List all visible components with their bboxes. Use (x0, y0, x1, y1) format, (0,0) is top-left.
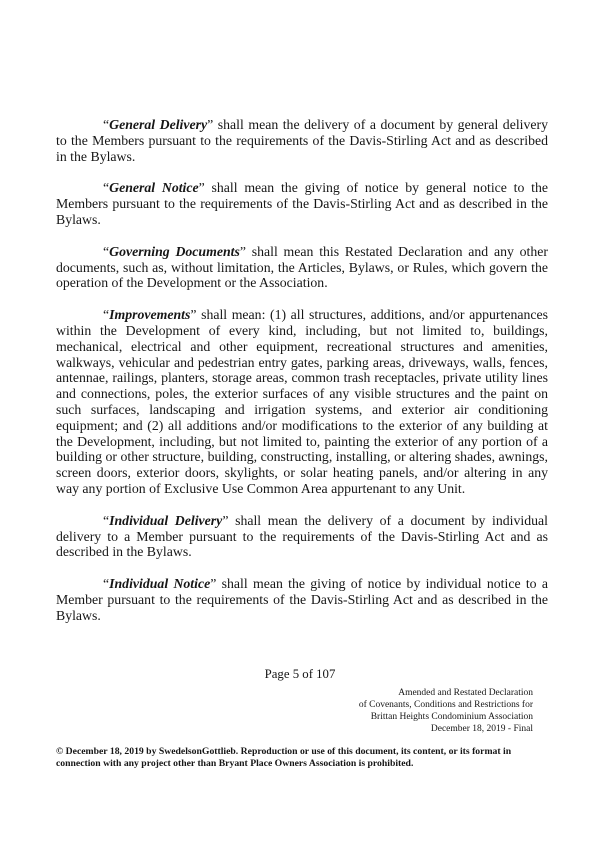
footer-title-line: of Covenants, Conditions and Restrictions for (358, 699, 533, 710)
footer-title-line: Amended and Restated Declaration (398, 688, 533, 698)
open-quote: “ (103, 576, 110, 592)
close-quote: ” (210, 576, 217, 592)
open-quote: “ (103, 307, 110, 323)
copyright-line: © December 18, 2019 by SwedelsonGottlieb. Reproduction or use of this document, its content, or its format in (56, 746, 512, 757)
footer-date-line: December 18, 2019 - Final (430, 723, 533, 734)
footer-title-line: Brittan Heights Condominium Association (370, 711, 533, 722)
open-quote: “ (103, 117, 110, 132)
definition-paragraph (56, 307, 548, 497)
definition-paragraph (56, 576, 548, 623)
close-quote: ” (239, 243, 246, 259)
defined-term: Governing Documents (109, 243, 240, 259)
definition-paragraph (56, 180, 548, 227)
document-title-footer (359, 688, 533, 736)
definition-paragraph (56, 244, 548, 291)
definition-text: shall mean the giving of notice by individual notice to a Member pursuant to the requirements of the Davis-Stirling Act and as described in the Bylaws. (56, 576, 548, 623)
defined-term: General Notice (109, 180, 199, 196)
definition-paragraph (56, 117, 548, 164)
definition-text: shall mean the giving of notice by general notice to the Members pursuant to the requirements of the Davis-Stirling Act and as described in the Bylaws. (56, 180, 548, 227)
definition-text: shall mean the delivery of a document by general delivery to the Members pursuant to the requirements of the Davis-Stirling Act and as described in the Bylaws. (56, 117, 548, 164)
close-quote: ” (222, 512, 229, 528)
close-quote: ” (190, 307, 197, 323)
page-number: Page 5 of 107 (264, 667, 336, 681)
defined-term: Individual Notice (109, 576, 211, 592)
defined-term: Improvements (109, 307, 191, 323)
open-quote: “ (103, 180, 110, 196)
defined-term: Individual Delivery (109, 512, 223, 528)
definition-paragraph (56, 513, 548, 560)
copyright-notice (56, 746, 511, 770)
close-quote: ” (198, 180, 205, 196)
close-quote: ” (207, 117, 214, 132)
copyright-line: connection with any project other than Bryant Place Owners Association is prohibited. (56, 758, 414, 769)
defined-term: General Delivery (109, 117, 208, 132)
definition-text: shall mean this Restated Declaration and any other documents, such as, without limitation, the Articles, Bylaws, or Rules, which govern the operation of the Development or the Association. (56, 243, 548, 291)
definition-text: shall mean: (1) all structures, additions, and/or appurtenances within the Development of every kind, including, but not limited to, buildings, mechanical, electrical and other equipment, recreational structures and amenities, walkways, vehicular and pedestrian entry gates, parking areas, driveways, walls, fences, antennae, railings, planters, storage areas, common trash receptacles, private utility lines and connections, poles, the exterior surfaces of any visible structures and the paint on such surfaces, landscaping and irrigation systems, and exterior air conditioning equipment; and (2) all additions and/or modifications to the exterior of any building at the Development, including, but not limited to, painting the exterior of any portion of a building or other structure, building, constructing, installing, or altering shades, awnings, screen doors, exterior doors, skylights, or solar heating panels, and/or altering in any way any portion of Exclusive Use Common Area appurtenant to any Unit. (56, 307, 548, 496)
open-quote: “ (103, 243, 110, 259)
definition-text: shall mean the delivery of a document by individual delivery to a Member pursuant to the requirements of the Davis-Stirling Act and as described in the Bylaws. (56, 512, 549, 560)
open-quote: “ (103, 512, 110, 528)
document-body (56, 117, 548, 624)
